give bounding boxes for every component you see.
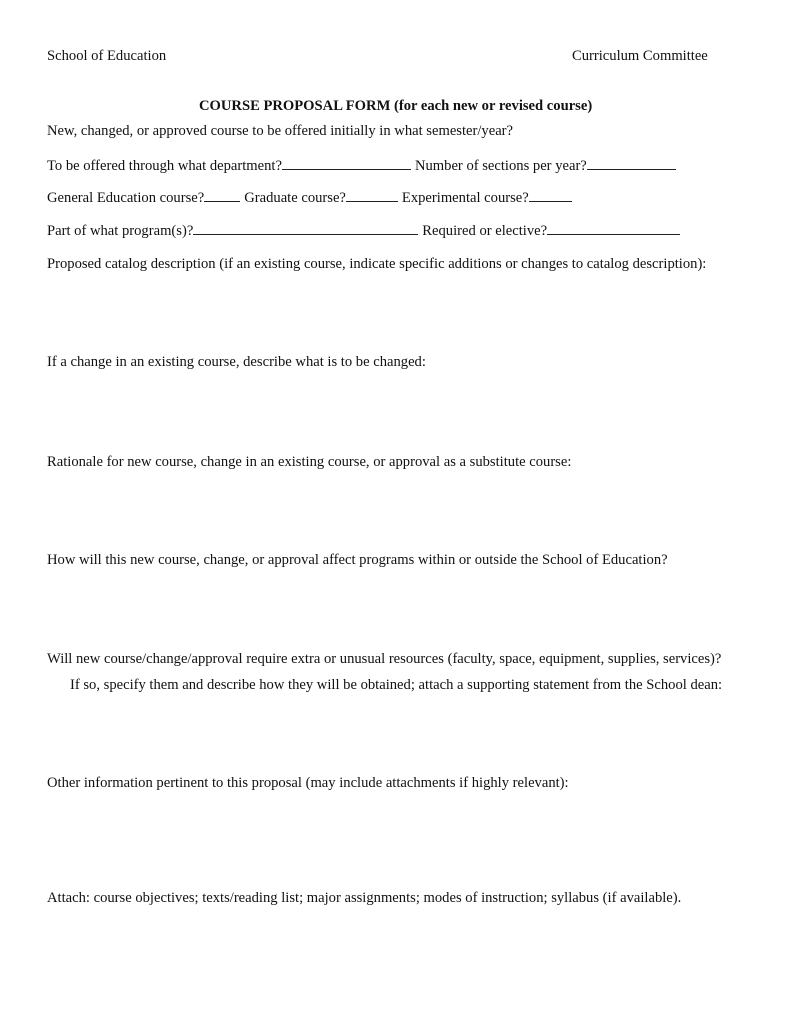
program-label: Part of what program(s)?: [47, 223, 194, 239]
sections-label: Number of sections per year?: [414, 158, 587, 174]
department-blank[interactable]: [282, 156, 411, 170]
experimental-label: Experimental course?: [401, 190, 529, 206]
affect-question: How will this new course, change, or approval affect programs within or outside the School of Education?: [47, 552, 668, 568]
required-label: Required or elective?: [422, 223, 548, 239]
course-type-row: [47, 188, 576, 207]
header-committee: Curriculum Committee: [572, 48, 708, 64]
experimental-blank[interactable]: [529, 188, 572, 202]
gen-ed-label: General Education course?: [47, 190, 205, 206]
change-question: If a change in an existing course, describe what is to be changed:: [47, 354, 426, 370]
department-row: [47, 156, 680, 175]
gen-ed-blank[interactable]: [204, 188, 240, 202]
resources-detail: If so, specify them and describe how they will be obtained; attach a supporting statement from the School dean:: [70, 677, 723, 693]
catalog-question: Proposed catalog description (if an existing course, indicate specific additions or changes to catalog description):: [47, 256, 707, 272]
form-title: COURSE PROPOSAL FORM (for each new or revised course): [199, 98, 593, 114]
rationale-question: Rationale for new course, change in an existing course, or approval as a substitute course:: [47, 454, 572, 470]
program-row: [47, 221, 684, 240]
department-label: To be offered through what department?: [47, 158, 282, 174]
attach-note: Attach: course objectives; texts/reading list; major assignments; modes of instruction; syllabus (if available).: [47, 890, 682, 906]
graduate-blank[interactable]: [346, 188, 398, 202]
resources-question: Will new course/change/approval require extra or unusual resources (faculty, space, equipment, supplies, services)?: [47, 651, 722, 667]
header-school: School of Education: [47, 48, 167, 64]
semester-question: New, changed, or approved course to be offered initially in what semester/year?: [47, 123, 514, 139]
required-blank[interactable]: [547, 221, 680, 235]
other-question: Other information pertinent to this proposal (may include attachments if highly relevant):: [47, 775, 569, 791]
graduate-label: Graduate course?: [244, 190, 346, 206]
program-blank[interactable]: [193, 221, 418, 235]
sections-blank[interactable]: [587, 156, 676, 170]
